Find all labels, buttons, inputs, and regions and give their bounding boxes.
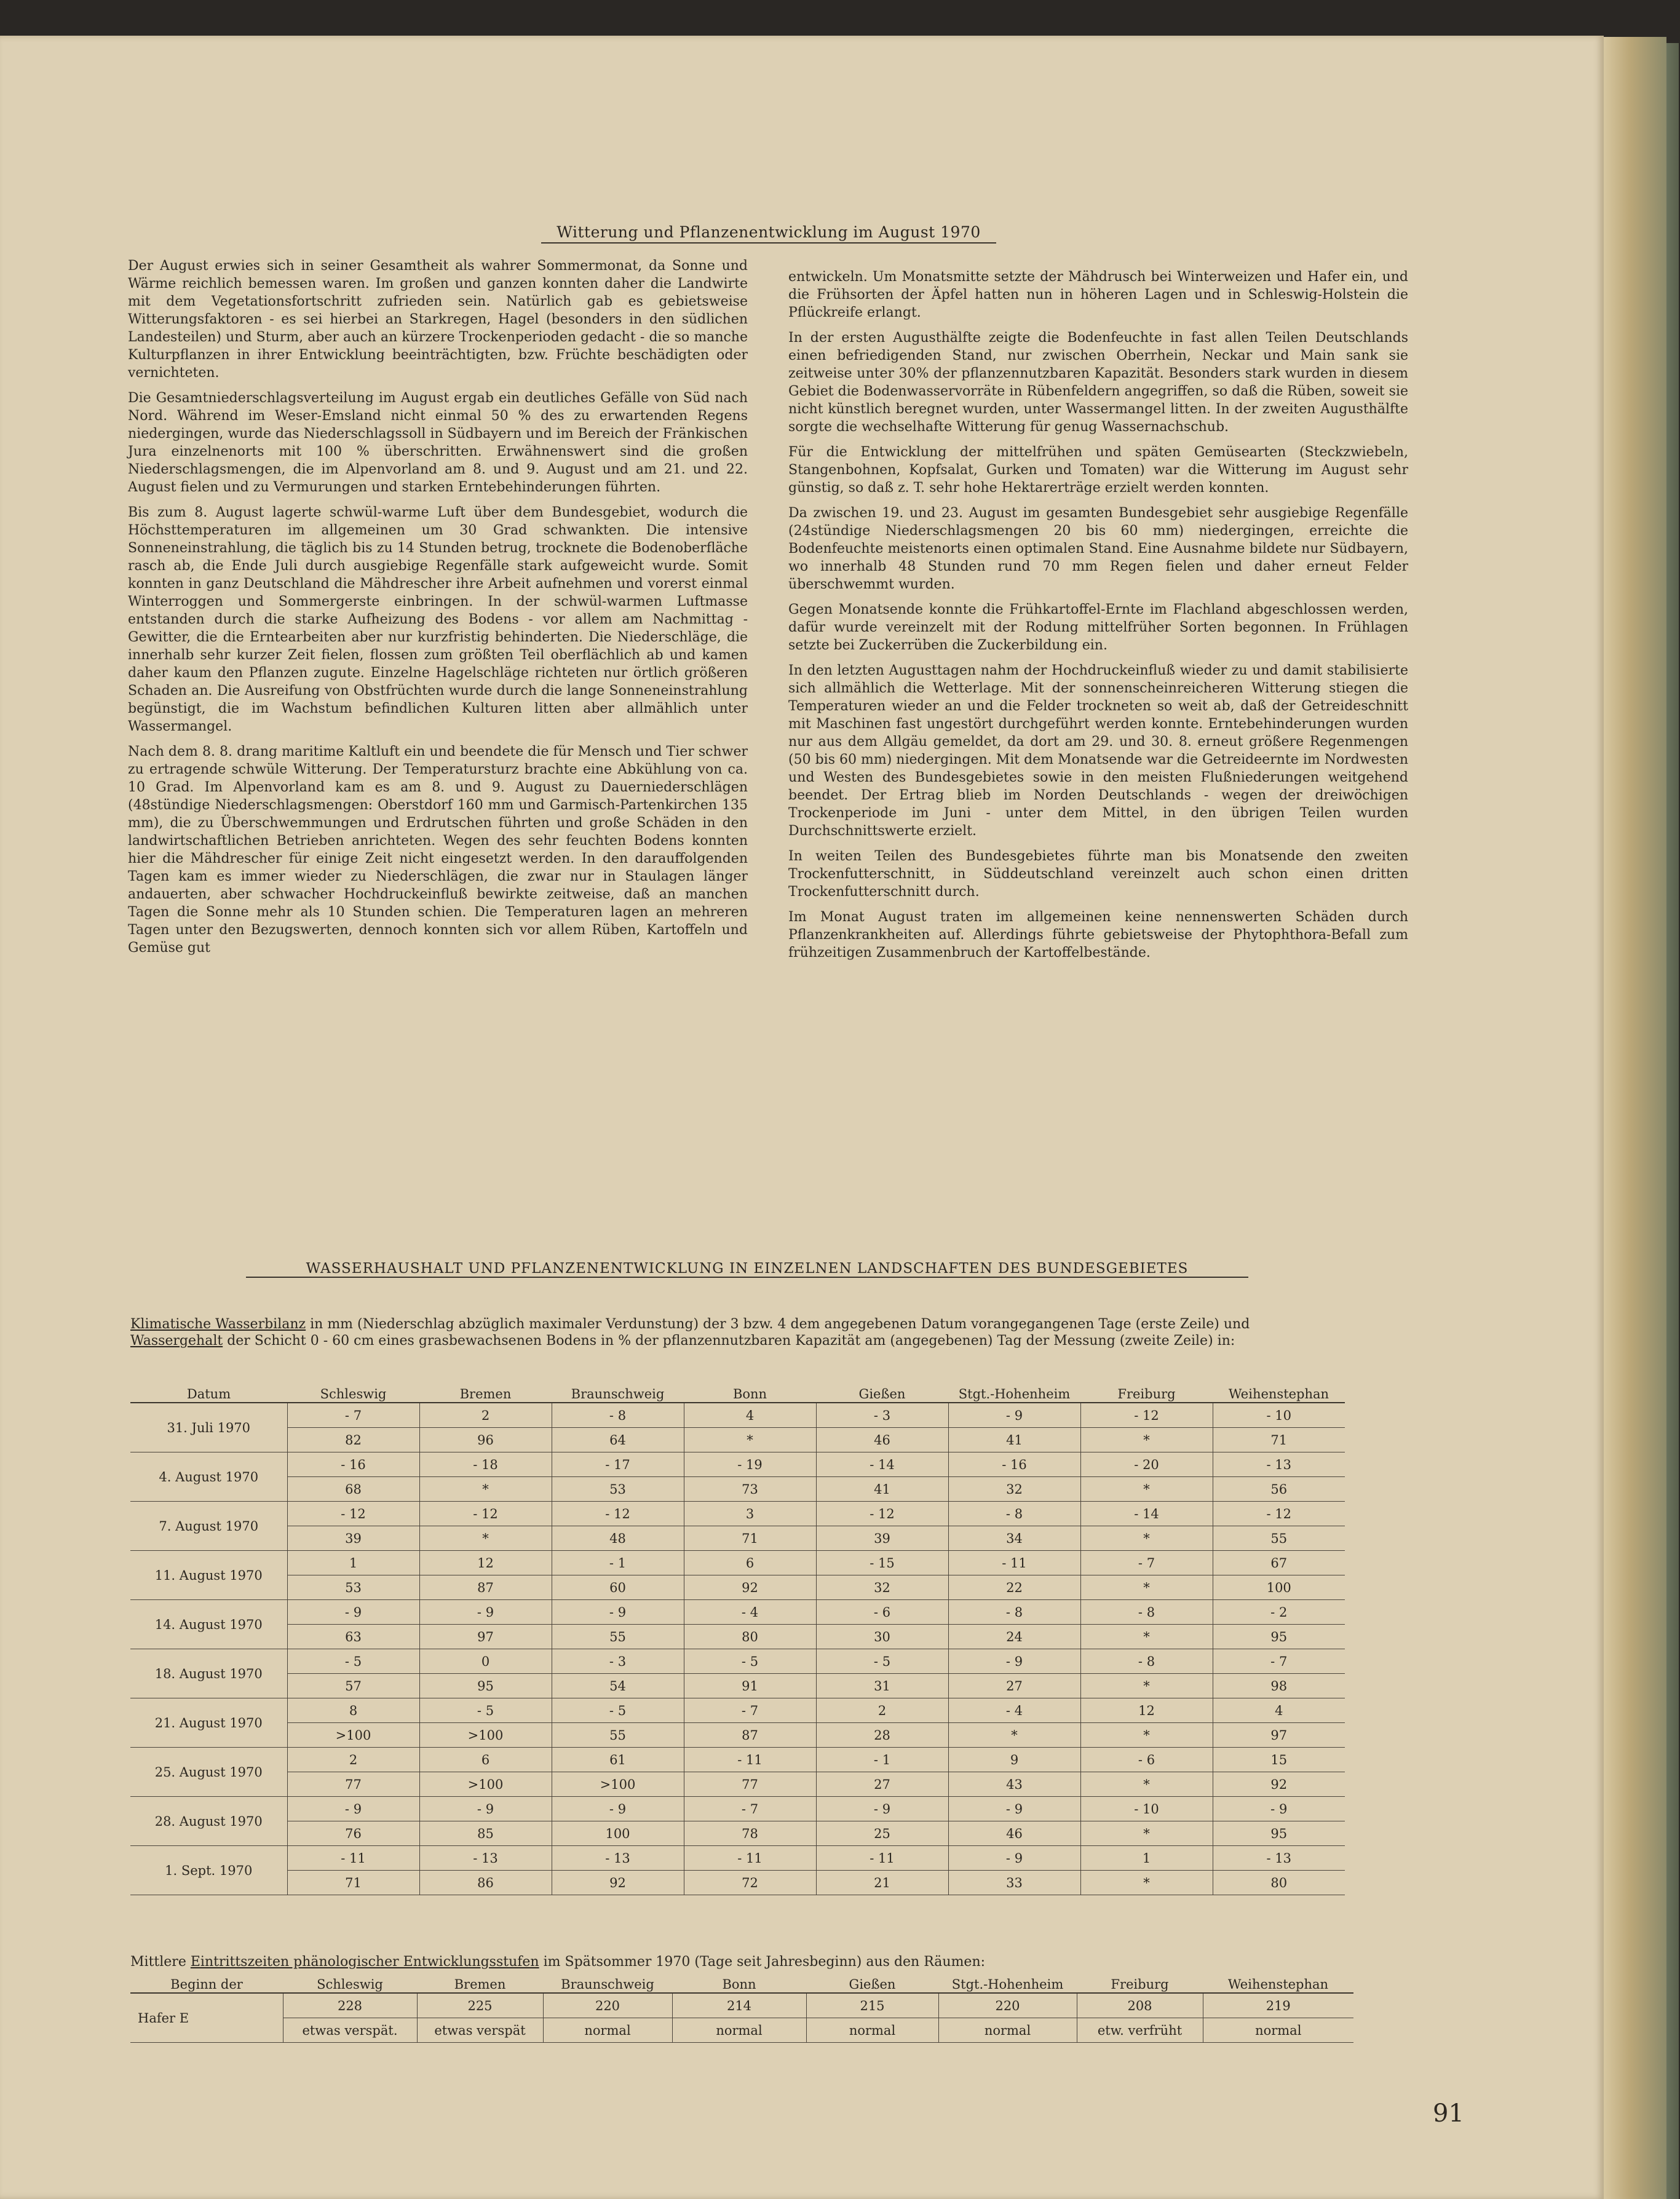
balance-cell: - 7 <box>684 1698 816 1723</box>
table-row <box>130 1403 1345 1428</box>
balance-cell: - 9 <box>1213 1797 1345 1821</box>
balance-cell: - 8 <box>1080 1600 1213 1625</box>
water-content-cell: 82 <box>287 1428 419 1452</box>
balance-cell: 1 <box>287 1551 419 1575</box>
assessment-cell: normal <box>1203 2018 1353 2043</box>
water-content-cell: 92 <box>552 1871 684 1895</box>
pheno-title-term: Eintrittszeiten phänologischer Entwicklungsstufen <box>190 1954 539 1970</box>
water-content-cell: 71 <box>287 1871 419 1895</box>
water-content-cell: 53 <box>287 1575 419 1600</box>
water-content-cell: * <box>1080 1674 1213 1698</box>
table-row <box>130 1698 1345 1723</box>
water-content-cell: 71 <box>1213 1428 1345 1452</box>
water-content-cell: 22 <box>948 1575 1080 1600</box>
balance-cell: - 4 <box>684 1600 816 1625</box>
water-content-cell: 86 <box>419 1871 552 1895</box>
date-cell: 28. August 1970 <box>130 1797 287 1846</box>
balance-cell: - 5 <box>684 1649 816 1674</box>
column-header: Gießen <box>816 1386 948 1403</box>
balance-cell: 1 <box>1080 1846 1213 1871</box>
balance-cell: - 9 <box>816 1797 948 1821</box>
article-paragraph: Bis zum 8. August lagerte schwül-warme Luft über dem Bundesgebiet, wodurch die Höchsttemperaturen im allgemeinen um 30 Grad schwankten. Die intensive Sonneneinstrahlung, die täglich bis zu 14 Stunden betrug, trocknete die Bodenoberfläche rasch ab, die Ende Juli durch ausgiebige Regenfälle stark aufgeweicht wurde. Somit konnten in ganz Deutschland die Mähdrescher ihre Arbeit aufnehmen und vorerst einmal Winterroggen und Sommergerste einbringen. In der schwül-warmen Luftmasse entstanden durch die starke Aufheizung des Bodens - vor allem am Nachmittag - Gewitter, die die Erntearbeiten aber nur kurzfristig behinderten. Die Niederschläge, die innerhalb sehr kurzer Zeit fielen, flossen zum größten Teil oberflächlich ab und kamen daher kaum den Pflanzen zugute. Einzelne Hagelschläge richteten nur örtlich größeren Schaden an. Die Ausreifung von Obstfrüchten wurde durch die lange Sonneneinstrahlung begünstigt, die im Wachstum befindlichen Kulturen litten aber allmählich unter Wassermangel. <box>128 505 748 734</box>
day-cell: 228 <box>283 1993 417 2018</box>
balance-cell: - 12 <box>287 1502 419 1526</box>
document-page <box>0 36 1604 2199</box>
water-content-cell: 43 <box>948 1772 1080 1797</box>
balance-cell: 2 <box>419 1403 552 1428</box>
water-content-cell: 28 <box>816 1723 948 1748</box>
date-cell: 18. August 1970 <box>130 1649 287 1698</box>
table-row <box>130 1575 1345 1600</box>
water-content-cell: 21 <box>816 1871 948 1895</box>
article-paragraph: Gegen Monatsende konnte die Frühkartoffel-Ernte im Flachland abgeschlossen werden, dafür wurde vereinzelt mit der Rodung mittelfrüher Sorten begonnen. In Frühlagen setzte bei Zuckerrüben die Zuckerbildung ein. <box>788 602 1408 653</box>
intro-term-wassergehalt: Wassergehalt <box>130 1333 223 1349</box>
page-number: 91 <box>1433 2099 1464 2128</box>
table-row <box>130 1428 1345 1452</box>
water-content-cell: 95 <box>1213 1625 1345 1649</box>
balance-cell: 4 <box>684 1403 816 1428</box>
balance-cell: - 7 <box>684 1797 816 1821</box>
balance-cell: 9 <box>948 1748 1080 1772</box>
balance-cell: - 5 <box>816 1649 948 1674</box>
water-content-cell: * <box>684 1428 816 1452</box>
water-content-cell: 92 <box>1213 1772 1345 1797</box>
table-row <box>130 1821 1345 1846</box>
water-content-cell: 25 <box>816 1821 948 1846</box>
day-cell: 208 <box>1077 1993 1203 2018</box>
assessment-cell: etw. verfrüht <box>1077 2018 1203 2043</box>
balance-cell: 0 <box>419 1649 552 1674</box>
column-header: Datum <box>130 1386 287 1403</box>
water-content-cell: 87 <box>684 1723 816 1748</box>
balance-cell: - 3 <box>816 1403 948 1428</box>
water-content-cell: 77 <box>287 1772 419 1797</box>
article-paragraph: Die Gesamtniederschlagsverteilung im August ergab ein deutliches Gefälle von Süd nach Nord. Während im Weser-Emsland nicht einmal 50 % des zu erwartenden Regens niedergingen, wurde das Niederschlagssoll in Südbayern und im Bereich der Fränkischen Jura einzelnenorts mit 100 % überschritten. Erwähnenswert sind die großen Niederschlagsmengen, die im Alpenvorland am 8. und 9. August und am 21. und 22. August fielen und zu Vermurungen und starken Erntebehinderungen führten. <box>128 390 748 495</box>
water-content-cell: 72 <box>684 1871 816 1895</box>
date-cell: 31. Juli 1970 <box>130 1403 287 1452</box>
balance-cell: - 8 <box>552 1403 684 1428</box>
water-content-cell: * <box>948 1723 1080 1748</box>
pheno-title-text-1: Mittlere <box>130 1954 191 1970</box>
pheno-title-text-2: im Spätsommer 1970 (Tage seit Jahresbeginn) aus den Räumen: <box>539 1954 986 1970</box>
balance-cell: - 8 <box>948 1502 1080 1526</box>
water-section-intro <box>130 1316 1342 1349</box>
water-content-cell: 68 <box>287 1477 419 1502</box>
water-content-cell: 57 <box>287 1674 419 1698</box>
table-row <box>130 1772 1345 1797</box>
article-paragraph: entwickeln. Um Monatsmitte setzte der Mähdrusch bei Winterweizen und Hafer ein, und die Frühsorten der Äpfel hatten nun in höheren Lagen und in Schleswig-Holstein die Pflückreife erlangt. <box>788 269 1408 320</box>
water-content-cell: >100 <box>552 1772 684 1797</box>
balance-cell: - 17 <box>552 1452 684 1477</box>
balance-cell: - 14 <box>816 1452 948 1477</box>
water-content-cell: 54 <box>552 1674 684 1698</box>
water-content-cell: 31 <box>816 1674 948 1698</box>
water-content-cell: 32 <box>948 1477 1080 1502</box>
balance-cell: - 11 <box>287 1846 419 1871</box>
day-cell: 220 <box>543 1993 672 2018</box>
water-content-cell: 55 <box>1213 1526 1345 1551</box>
balance-cell: - 9 <box>552 1600 684 1625</box>
assessment-cell: normal <box>806 2018 938 2043</box>
balance-cell: - 4 <box>948 1698 1080 1723</box>
table-row <box>130 2018 1353 2043</box>
balance-cell: - 1 <box>816 1748 948 1772</box>
balance-cell: - 16 <box>948 1452 1080 1477</box>
column-header: Freiburg <box>1077 1976 1203 1993</box>
balance-cell: - 12 <box>552 1502 684 1526</box>
balance-cell: - 10 <box>1213 1403 1345 1428</box>
table-row <box>130 1502 1345 1526</box>
balance-cell: 2 <box>816 1698 948 1723</box>
day-cell: 214 <box>672 1993 806 2018</box>
date-cell: 1. Sept. 1970 <box>130 1846 287 1895</box>
table-row <box>130 1797 1345 1821</box>
balance-cell: - 10 <box>1080 1797 1213 1821</box>
column-header: Bonn <box>672 1976 806 1993</box>
table-row <box>130 1625 1345 1649</box>
water-content-cell: 87 <box>419 1575 552 1600</box>
water-content-cell: 80 <box>1213 1871 1345 1895</box>
water-content-cell: * <box>1080 1477 1213 1502</box>
intro-text-1: in mm (Niederschlag abzüglich maximaler Verdunstung) der 3 bzw. 4 dem angegebenen Datum vorangegangenen Tage (erste Zeile) und <box>306 1317 1250 1332</box>
water-content-cell: 27 <box>948 1674 1080 1698</box>
article-paragraph: Für die Entwicklung der mittelfrühen und späten Gemüsearten (Steckzwiebeln, Stangenbohnen, Kopfsalat, Gurken und Tomaten) war die Witterung im August sehr günstig, so daß z. T. sehr hohe Hektarerträge erzielt werden konnten. <box>788 445 1408 496</box>
table-row <box>130 1551 1345 1575</box>
water-content-cell: 80 <box>684 1625 816 1649</box>
balance-cell: - 9 <box>948 1403 1080 1428</box>
balance-cell: - 9 <box>948 1797 1080 1821</box>
balance-cell: - 11 <box>816 1846 948 1871</box>
balance-cell: - 9 <box>287 1600 419 1625</box>
balance-cell: - 5 <box>287 1649 419 1674</box>
balance-cell: - 13 <box>552 1846 684 1871</box>
balance-cell: - 1 <box>552 1551 684 1575</box>
water-content-cell: * <box>1080 1871 1213 1895</box>
balance-cell: - 8 <box>1080 1649 1213 1674</box>
water-content-cell: 55 <box>552 1625 684 1649</box>
water-content-cell: 46 <box>948 1821 1080 1846</box>
article-paragraph: In weiten Teilen des Bundesgebietes führte man bis Monatsende den zweiten Trockenfutterschnitt, in Süddeutschland vereinzelt auch schon einen dritten Trockenfutterschnitt durch. <box>788 849 1408 900</box>
water-content-cell: 91 <box>684 1674 816 1698</box>
phenology-table <box>130 1976 1353 2043</box>
table-row <box>130 1649 1345 1674</box>
balance-cell: - 12 <box>816 1502 948 1526</box>
column-header: Weihenstephan <box>1203 1976 1353 1993</box>
table-row <box>130 1452 1345 1477</box>
balance-cell: - 13 <box>419 1846 552 1871</box>
balance-cell: - 13 <box>1213 1846 1345 1871</box>
table-row <box>130 1723 1345 1748</box>
water-content-cell: 55 <box>552 1723 684 1748</box>
balance-cell: - 7 <box>1080 1551 1213 1575</box>
balance-cell: - 5 <box>419 1698 552 1723</box>
balance-cell: 2 <box>287 1748 419 1772</box>
balance-cell: 6 <box>419 1748 552 1772</box>
water-balance-table <box>130 1386 1345 1895</box>
intro-term-wasserbilanz: Klimatische Wasserbilanz <box>130 1317 306 1332</box>
column-header: Beginn der <box>130 1976 283 1993</box>
table-row <box>130 1748 1345 1772</box>
water-content-cell: 63 <box>287 1625 419 1649</box>
water-content-cell: * <box>1080 1428 1213 1452</box>
day-cell: 225 <box>417 1993 543 2018</box>
table-row <box>130 1993 1353 2018</box>
column-header: Bremen <box>417 1976 543 1993</box>
date-cell: 14. August 1970 <box>130 1600 287 1649</box>
water-content-cell: 97 <box>419 1625 552 1649</box>
water-content-cell: * <box>1080 1821 1213 1846</box>
balance-cell: 61 <box>552 1748 684 1772</box>
balance-cell: 4 <box>1213 1698 1345 1723</box>
balance-cell: - 14 <box>1080 1502 1213 1526</box>
article-paragraph: In den letzten Augusttagen nahm der Hochdruckeinfluß wieder zu und damit stabilisierte sich allmählich die Wetterlage. Mit der sonnenscheinreicheren Witterung stiegen die Temperaturen wieder an und die Felder trockneten so weit ab, daß der Getreideschnitt mit Maschinen fast ungestört durchgeführt werden konnte. Erntebehinderungen wurden nur aus dem Allgäu gemeldet, da dort am 29. und 30. 8. erneut größere Regenmengen (50 bis 60 mm) niedergingen. Mit dem Monatsende war die Getreideernte im Nordwesten und Westen des Bundesgebietes sowie in den meisten Flußniederungen weitgehend beendet. Der Ertrag blieb im Norden Deutschlands - wegen der dreiwöchigen Trockenperiode im Juni - unter dem Mittel, in den übrigen Teilen wurden Durchschnittswerte erzielt. <box>788 663 1408 839</box>
balance-cell: - 7 <box>1213 1649 1345 1674</box>
column-header: Freiburg <box>1080 1386 1213 1403</box>
balance-cell: - 2 <box>1213 1600 1345 1625</box>
assessment-cell: normal <box>938 2018 1077 2043</box>
table-row <box>130 1871 1345 1895</box>
balance-cell: - 11 <box>948 1551 1080 1575</box>
water-content-cell: * <box>1080 1526 1213 1551</box>
balance-cell: - 9 <box>948 1649 1080 1674</box>
water-content-cell: * <box>419 1526 552 1551</box>
water-content-cell: 64 <box>552 1428 684 1452</box>
water-content-cell: >100 <box>419 1772 552 1797</box>
water-content-cell: 53 <box>552 1477 684 1502</box>
water-content-cell: 76 <box>287 1821 419 1846</box>
column-header: Gießen <box>806 1976 938 1993</box>
date-cell: 25. August 1970 <box>130 1748 287 1797</box>
water-content-cell: 33 <box>948 1871 1080 1895</box>
water-content-cell: * <box>1080 1772 1213 1797</box>
water-content-cell: 32 <box>816 1575 948 1600</box>
assessment-cell: etwas verspät <box>417 2018 543 2043</box>
water-content-cell: 98 <box>1213 1674 1345 1698</box>
balance-cell: - 18 <box>419 1452 552 1477</box>
column-header: Schleswig <box>287 1386 419 1403</box>
water-content-cell: 46 <box>816 1428 948 1452</box>
article-title: Witterung und Pflanzenentwicklung im August 1970 <box>541 223 996 244</box>
balance-cell: - 3 <box>552 1649 684 1674</box>
intro-text-2: der Schicht 0 - 60 cm eines grasbewachsenen Bodens in % der pflanzennutzbaren Kapazität am (angegebenen) Tag der Messung (zweite Zeile) in: <box>223 1333 1235 1349</box>
water-content-cell: * <box>1080 1723 1213 1748</box>
water-content-cell: 34 <box>948 1526 1080 1551</box>
balance-cell: - 12 <box>419 1502 552 1526</box>
assessment-cell: normal <box>543 2018 672 2043</box>
table-row <box>130 1674 1345 1698</box>
water-content-cell: 95 <box>1213 1821 1345 1846</box>
balance-cell: - 8 <box>948 1600 1080 1625</box>
article-paragraph: Da zwischen 19. und 23. August im gesamten Bundesgebiet sehr ausgiebige Regenfälle (24stündige Niederschlagsmengen 20 bis 60 mm) niedergingen, erreichte die Bodenfeuchte meistenorts einen optimalen Stand. Eine Ausnahme bildete nur Südbayern, wo innerhalb 48 Stunden rund 70 mm Regen fielen und daher erneut Felder überschwemmt wurden. <box>788 505 1408 592</box>
water-content-cell: 73 <box>684 1477 816 1502</box>
balance-cell: - 9 <box>287 1797 419 1821</box>
water-content-cell: >100 <box>287 1723 419 1748</box>
balance-cell: - 13 <box>1213 1452 1345 1477</box>
column-header: Bonn <box>684 1386 816 1403</box>
column-header: Weihenstephan <box>1213 1386 1345 1403</box>
water-content-cell: * <box>1080 1625 1213 1649</box>
table-row <box>130 1477 1345 1502</box>
water-content-cell: 71 <box>684 1526 816 1551</box>
water-content-cell: 48 <box>552 1526 684 1551</box>
balance-cell: - 6 <box>816 1600 948 1625</box>
table-row <box>130 1846 1345 1871</box>
water-content-cell: 100 <box>552 1821 684 1846</box>
water-content-cell: 30 <box>816 1625 948 1649</box>
water-content-cell: 100 <box>1213 1575 1345 1600</box>
water-content-cell: 41 <box>816 1477 948 1502</box>
article-paragraph: Der August erwies sich in seiner Gesamtheit als wahrer Sommermonat, da Sonne und Wärme reichlich bemessen waren. Im großen und ganzen konnten daher die Landwirte mit dem Vegetationsfortschritt zufrieden sein. Natürlich gab es gebietsweise Witterungsfaktoren - es sei hierbei an Starkregen, Hagel (besonders in den südlichen Landesteilen) und Sturm, aber auch an kürzere Trockenperioden gedacht - die so manche Kulturpflanzen in ihrer Entwicklung beeinträchtigten, bzw. Früchte beschädigten oder vernichteten. <box>128 258 748 381</box>
balance-cell: - 11 <box>684 1846 816 1871</box>
balance-cell: - 5 <box>552 1698 684 1723</box>
date-cell: 11. August 1970 <box>130 1551 287 1600</box>
article-paragraph: Nach dem 8. 8. drang maritime Kaltluft ein und beendete die für Mensch und Tier schwer zu ertragende schwüle Witterung. Der Temperatursturz brachte eine Abkühlung von ca. 10 Grad. Im Alpenvorland kam es am 8. und 9. August zu Dauerniederschlägen (48stündige Niederschlagsmengen: Oberstdorf 160 mm und Garmisch-Partenkirchen 135 mm), die zu Überschwemmungen und Erdrutschen führten und große Schäden in den landwirtschaftlichen Betrieben anrichteten. Wegen des sehr feuchten Bodens konnten hier die Mähdrescher für einige Zeit nicht eingesetzt werden. In den darauffolgenden Tagen kam es immer wieder zu Niederschlägen, die zwar nur in Staulagen länger andauerten, aber schwacher Hochdruckeinfluß bewirkte zeitweise, daß an manchen Tagen die Sonne mehr als 10 Stunden schien. Die Temperaturen lagen an mehreren Tagen unter den Bezugswerten, dennoch konnten sich vor allem Rüben, Kartoffeln und Gemüse gut <box>128 744 748 956</box>
balance-cell: 3 <box>684 1502 816 1526</box>
balance-cell: - 12 <box>1213 1502 1345 1526</box>
day-cell: 220 <box>938 1993 1077 2018</box>
water-content-cell: 60 <box>552 1575 684 1600</box>
balance-cell: - 12 <box>1080 1403 1213 1428</box>
water-content-cell: 39 <box>287 1526 419 1551</box>
article-paragraph: In der ersten Augusthälfte zeigte die Bodenfeuchte in fast allen Teilen Deutschlands einen befriedigenden Stand, nur zwischen Oberrhein, Neckar und Main sank sie zeitweise unter 30% der pflanzennutzbaren Kapazität. Besonders stark wurden in diesem Gebiet die Bodenwasservorräte in Rübenfeldern angegriffen, so daß die Rüben, soweit sie nicht künstlich beregnet wurden, unter Wassermangel litten. In der zweiten Augusthälfte sorgte die wechselhafte Witterung für genug Wassernachschub. <box>788 330 1408 435</box>
balance-cell: - 6 <box>1080 1748 1213 1772</box>
water-content-cell: 95 <box>419 1674 552 1698</box>
balance-cell: - 7 <box>287 1403 419 1428</box>
water-content-cell: 92 <box>684 1575 816 1600</box>
date-cell: 4. August 1970 <box>130 1452 287 1502</box>
balance-cell: - 9 <box>948 1846 1080 1871</box>
water-content-cell: 96 <box>419 1428 552 1452</box>
balance-cell: - 11 <box>684 1748 816 1772</box>
water-table-header-row <box>130 1386 1345 1403</box>
water-content-cell: 97 <box>1213 1723 1345 1748</box>
day-cell: 219 <box>1203 1993 1353 2018</box>
table-row <box>130 1526 1345 1551</box>
water-content-cell: >100 <box>419 1723 552 1748</box>
article-paragraph: Im Monat August traten im allgemeinen keine nennenswerten Schäden durch Pflanzenkrankheiten auf. Allerdings führte gebietsweise der Phytophthora-Befall zum frühzeitigen Zusammenbruch der Kartoffelbestände. <box>788 909 1408 961</box>
column-header: Schleswig <box>283 1976 417 1993</box>
pheno-section-title <box>130 1954 1299 1970</box>
day-cell: 215 <box>806 1993 938 2018</box>
column-header: Braunschweig <box>552 1386 684 1403</box>
balance-cell: - 9 <box>552 1797 684 1821</box>
balance-cell: - 20 <box>1080 1452 1213 1477</box>
water-content-cell: 78 <box>684 1821 816 1846</box>
balance-cell: 8 <box>287 1698 419 1723</box>
pheno-table-header-row <box>130 1976 1353 1993</box>
balance-cell: - 15 <box>816 1551 948 1575</box>
balance-cell: - 9 <box>419 1797 552 1821</box>
water-content-cell: 77 <box>684 1772 816 1797</box>
balance-cell: 15 <box>1213 1748 1345 1772</box>
date-cell: 21. August 1970 <box>130 1698 287 1748</box>
balance-cell: 12 <box>1080 1698 1213 1723</box>
date-cell: 7. August 1970 <box>130 1502 287 1551</box>
article-left-column <box>128 257 748 964</box>
column-header: Braunschweig <box>543 1976 672 1993</box>
balance-cell: - 16 <box>287 1452 419 1477</box>
column-header: Bremen <box>419 1386 552 1403</box>
assessment-cell: etwas verspät. <box>283 2018 417 2043</box>
balance-cell: - 9 <box>419 1600 552 1625</box>
balance-cell: 12 <box>419 1551 552 1575</box>
water-section-title: WASSERHAUSHALT UND PFLANZENENTWICKLUNG IN EINZELNEN LANDSCHAFTEN DES BUNDESGEBIETES <box>246 1261 1248 1278</box>
water-content-cell: 27 <box>816 1772 948 1797</box>
water-content-cell: 56 <box>1213 1477 1345 1502</box>
stage-label-cell: Hafer E <box>130 1993 283 2043</box>
water-content-cell: * <box>419 1477 552 1502</box>
water-content-cell: 24 <box>948 1625 1080 1649</box>
water-content-cell: 39 <box>816 1526 948 1551</box>
water-content-cell: * <box>1080 1575 1213 1600</box>
balance-cell: 6 <box>684 1551 816 1575</box>
water-content-cell: 41 <box>948 1428 1080 1452</box>
column-header: Stgt.-Hohenheim <box>938 1976 1077 1993</box>
balance-cell: 67 <box>1213 1551 1345 1575</box>
column-header: Stgt.-Hohenheim <box>948 1386 1080 1403</box>
table-row <box>130 1600 1345 1625</box>
article-right-column <box>788 268 1408 969</box>
balance-cell: - 19 <box>684 1452 816 1477</box>
water-content-cell: 85 <box>419 1821 552 1846</box>
assessment-cell: normal <box>672 2018 806 2043</box>
